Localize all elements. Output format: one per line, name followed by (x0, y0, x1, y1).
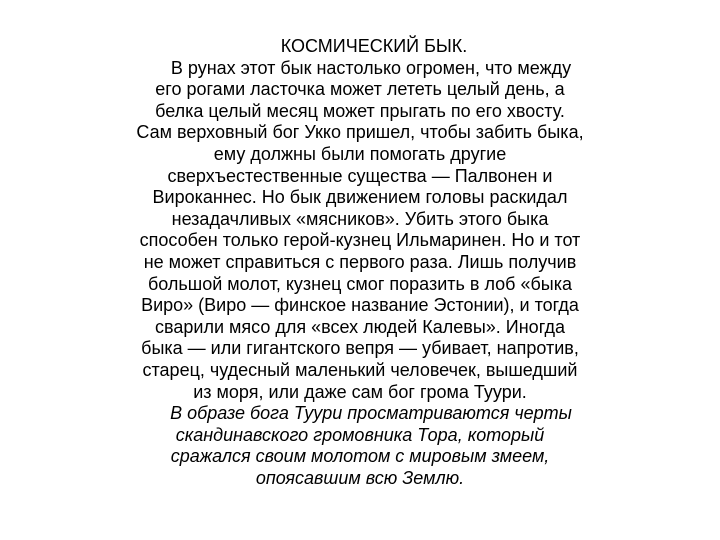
text-line: Сам верховный бог Укко пришел, чтобы забить быка, (136, 122, 584, 143)
italic-text-line: опоясавшим всю Землю. (255, 467, 465, 488)
document-title: КОСМИЧЕСКИЙ БЫК. (280, 36, 468, 56)
italic-text-line: скандинавского громовника Тора, который (175, 424, 545, 445)
italic-text-line: В образе бога Туури просматриваются черты (170, 403, 572, 424)
text-line: из моря, или даже сам бог грома Туури. (193, 381, 527, 402)
text-line: способен только герой-кузнец Ильмаринен. Но и тот (139, 230, 581, 251)
text-line: его рогами ласточка может лететь целый день, а (155, 79, 565, 100)
text-line: незадачливых «мясников». Убить этого быка (171, 208, 549, 229)
text-line: белка целый месяц может прыгать по его хвосту. (155, 100, 565, 121)
text-line: большой молот, кузнец смог поразить в лоб «быка (147, 273, 573, 294)
text-line: сверхъестественные существа — Палвонен и (167, 165, 553, 186)
text-line: Виро» (Виро — финское название Эстонии), и тогда (141, 295, 579, 316)
text-block (120, 36, 600, 489)
text-line: В рунах этот бык настолько огромен, что между (170, 57, 572, 78)
text-line: ему должны были помогать другие (213, 143, 507, 164)
text-line: не может справиться с первого раза. Лишь получив (143, 251, 577, 272)
text-line: Вироканнес. Но бык движением головы раскидал (152, 187, 568, 208)
text-line: сварили мясо для «всех людей Калевы». Иногда (155, 316, 565, 337)
italic-text-line: сражался своим молотом с мировым змеем, (170, 446, 550, 467)
text-line: старец, чудесный маленький человечек, вышедший (142, 359, 578, 380)
text-line: быка — или гигантского вепря — убивает, напротив, (141, 338, 579, 359)
